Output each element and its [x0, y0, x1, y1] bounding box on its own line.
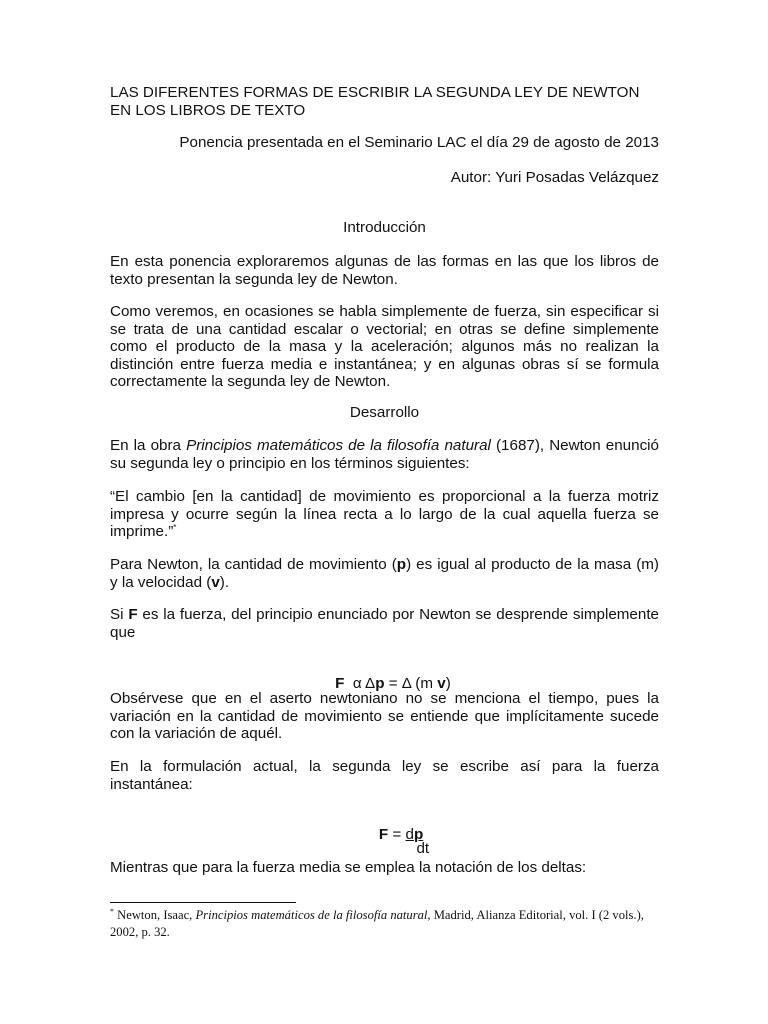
paragraph-mientras: Mientras que para la fuerza media se emplea la notación de los deltas: [110, 859, 587, 876]
paragraph-intro-2: Como veremos, en ocasiones se habla simplemente de fuerza, sin especificar si se trata de una cantidad escalar o vectorial; en otras se define simplemente como el producto de la masa y la aceleración; algunos más no realizan la distinción entre fuerza media e instantánea; y en algunas obras sí se formula correctamente la segunda ley de Newton. [110, 303, 659, 390]
equation-instantaneous-force: F = $\frac{dp}{dt}$ [378, 825, 430, 857]
equation-proportional: F α Δp = Δ (m v) [335, 674, 451, 692]
title-line-1: LAS DIFERENTES FORMAS DE ESCRIBIR LA SEGUNDA LEY DE NEWTON [110, 84, 640, 101]
author-line: Autor: Yuri Posadas Velázquez [450, 169, 659, 186]
paragraph-obra: En la obra Principios matemáticos de la filosofía natural (1687), Newton enunció su segunda ley o principio en los términos siguientes: [110, 437, 659, 472]
book-title: Principios matemáticos de la filosofía natural [186, 437, 491, 454]
newton-quote: “El cambio [en la cantidad] de movimiento es proporcional a la fuerza motriz impresa y ocurre según la línea recta a lo largo de la cual aquella fuerza se imprime.”* [110, 488, 659, 540]
footnote-divider [110, 902, 296, 903]
footnote-mark: * [110, 906, 114, 916]
footnote-reference: * [173, 522, 177, 532]
derivative-fraction: $\frac{dp}{dt}$ [405, 825, 430, 857]
paragraph-cantidad: Para Newton, la cantidad de movimiento (p) es igual al producto de la masa (m) y la velocidad (v). [110, 556, 659, 591]
heading-introduccion: Introducción [343, 219, 426, 236]
paragraph-fuerza: Si F es la fuerza, del principio enunciado por Newton se desprende simplemente que [110, 606, 659, 641]
footnote: * Newton, Isaac, Principios matemáticos de la filosofía natural, Madrid, Alianza Editorial, vol. I (2 vols.), 2002, p. 32. [110, 906, 644, 939]
paragraph-intro-1: En esta ponencia exploraremos algunas de las formas en las que los libros de texto presentan la segunda ley de Newton. [110, 253, 659, 288]
subtitle: Ponencia presentada en el Seminario LAC el día 29 de agosto de 2013 [179, 134, 659, 151]
title-line-2: EN LOS LIBROS DE TEXTO [110, 101, 306, 119]
document-title [110, 84, 659, 119]
paragraph-formulacion: En la formulación actual, la segunda ley se escribe así para la fuerza instantánea: [110, 758, 659, 793]
heading-desarrollo: Desarrollo [349, 404, 420, 421]
paragraph-observe: Obsérvese que en el aserto newtoniano no se menciona el tiempo, pues la variación en la cantidad de movimiento se entiende que implícitamente sucede con la variación de aquél. [110, 690, 659, 742]
